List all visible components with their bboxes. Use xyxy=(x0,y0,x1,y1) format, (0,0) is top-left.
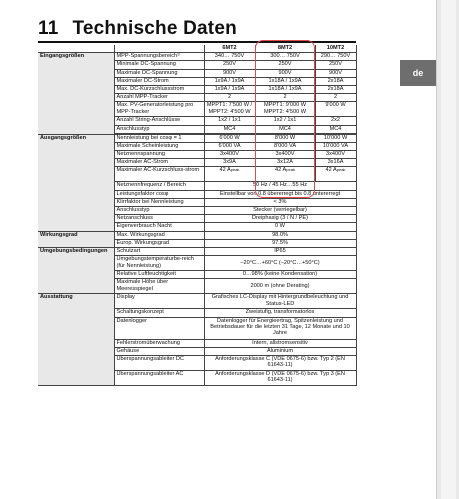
row-label: Schaltungskonzept xyxy=(114,309,204,317)
cell: 98.0% xyxy=(204,231,356,239)
cell: 1x18A / 1x9A xyxy=(255,77,315,85)
row-label: Max. Wirkungsgrad xyxy=(114,231,204,239)
cell: Zweistufig, transformatorlos xyxy=(204,309,356,317)
cell: Grafisches LC-Display mit Hintergrundbeleuchtung und Status-LED xyxy=(204,294,356,309)
row-label: Max. DC-Kurzschlussstrom xyxy=(114,85,204,93)
cell: Datenlogger für Energieertrag, Spitzenleistung und Betriebsdauer für die letzten 31 Tage, 12 Monate und 10 Jahre xyxy=(204,317,356,339)
language-tab[interactable]: de xyxy=(400,60,436,86)
cell: Intern, allstromsensitiv xyxy=(204,339,356,347)
table-row xyxy=(38,53,356,61)
row-label: Maximale Höhe über Meeresspiegel xyxy=(114,279,204,294)
cell: 2x18A xyxy=(315,85,356,93)
cell: –20°C…+60°C (–20°C…+50°C) xyxy=(204,256,356,271)
cell: MPPT1: 9'000 W MPPT2: 4'500 W xyxy=(255,102,315,117)
cell: MC4 xyxy=(204,125,255,133)
row-label: Überspannungsableiter AC xyxy=(114,370,204,385)
cell: 3x12A xyxy=(255,159,315,167)
row-label: Eigenverbrauch Nacht xyxy=(114,223,204,231)
row-label: Minimale DC-Spannung xyxy=(114,61,204,69)
section-label: Ausstattung xyxy=(38,294,114,386)
cell: 8'000 W xyxy=(255,134,315,142)
cell: 250V xyxy=(255,61,315,69)
cell: 900V xyxy=(315,69,356,77)
section-label: Eingangsgrößen xyxy=(38,53,114,135)
cell: Einstellbar von 0.8 übererregt bis 0.8 untererregt xyxy=(204,190,356,198)
cell: 3x400V xyxy=(204,151,255,159)
section-label: Wirkungsgrad xyxy=(38,231,114,247)
cell: IP65 xyxy=(204,247,356,255)
cell: 2 xyxy=(204,94,255,102)
row-label: Überspannungsableiter DC xyxy=(114,355,204,370)
cell: Anforderungsklasse D (VDE 0675-6) bzw. Typ 3 (EN 61643-11) xyxy=(204,370,356,385)
cell-value: 42 A xyxy=(275,167,287,174)
col-header: 8MT2 xyxy=(255,45,315,53)
cell: MPPT1: 7'500 W / MPPT2: 4'500 W xyxy=(204,102,255,117)
table-row xyxy=(38,231,356,239)
cell: 3x400V xyxy=(315,151,356,159)
cell: 3x9A xyxy=(204,159,255,167)
cell: 2000 m (ohne Derating) xyxy=(204,279,356,294)
cell: 6'000 VA xyxy=(204,142,255,150)
row-label: Maximale DC-Spannung xyxy=(114,69,204,77)
cell: 97.5% xyxy=(204,239,356,247)
cell: 2 xyxy=(255,94,315,102)
cell: Stecker (verriegelbar) xyxy=(204,207,356,215)
cell xyxy=(255,167,315,182)
cell: 250V xyxy=(315,61,356,69)
cell: 290… 750V xyxy=(315,53,356,61)
cell: Anforderungsklasse C (VDE 0675-6) bzw. Typ 2 (EN 61643-11) xyxy=(204,355,356,370)
row-label: Datenlogger xyxy=(114,317,204,339)
cell xyxy=(315,167,356,182)
row-label: Anschlusstyp xyxy=(114,125,204,133)
cell-value: 42 A xyxy=(219,167,231,174)
row-label: Schutzart xyxy=(114,247,204,255)
cell: 1x9A / 1x9A xyxy=(204,77,255,85)
cell: 0 W xyxy=(204,223,356,231)
row-label: Netznennfrequenz / Bereich xyxy=(114,182,204,190)
row-label: Relative Luftfeuchtigkeit xyxy=(114,271,204,279)
cell: 1x2 / 1x1 xyxy=(255,117,315,125)
section-label: Ausgangsgrößen xyxy=(38,134,114,231)
spec-table xyxy=(38,45,357,386)
cell: < 3% xyxy=(204,198,356,206)
row-label: Netznennspannung xyxy=(114,151,204,159)
row-label: Umgebungstemperaturbe-reich (für Nennleistung) xyxy=(114,256,204,271)
cell: 2x18A xyxy=(315,77,356,85)
cell-subscript: peak xyxy=(230,167,240,173)
col-header: 6MT2 xyxy=(204,45,255,53)
row-label: Netzanschluss xyxy=(114,215,204,223)
cell: 1x2 / 1x1 xyxy=(204,117,255,125)
cell: 900V xyxy=(204,69,255,77)
row-label: Anzahl String-Anschlüsse xyxy=(114,117,204,125)
cell: 50 Hz / 45 Hz…55 Hz xyxy=(204,182,356,190)
cell: 10'000 W xyxy=(315,134,356,142)
row-label: Maximaler AC-Strom xyxy=(114,159,204,167)
cell: 0…98% (keine Kondensation) xyxy=(204,271,356,279)
header-row xyxy=(38,45,356,53)
cell: 10'000 VA xyxy=(315,142,356,150)
cell: 2x2 xyxy=(315,117,356,125)
row-label: Leistungsfaktor cosφ xyxy=(114,190,204,198)
cell: Aluminium xyxy=(204,347,356,355)
row-label: Fehlerstromüberwachung xyxy=(114,339,204,347)
cell-subscript: peak xyxy=(336,167,346,173)
section-label: Umgebungsbedingungen xyxy=(38,247,114,293)
row-label: Klirrfaktor bei Nennleistung xyxy=(114,198,204,206)
cell: 2 xyxy=(315,94,356,102)
table-row xyxy=(38,134,356,142)
table-row xyxy=(38,294,356,309)
col-header: 10MT2 xyxy=(315,45,356,53)
chapter-number: 11 xyxy=(38,18,59,39)
row-label: Maximale Scheinleistung xyxy=(114,142,204,150)
row-label: MPP-Spannungsbereich¹⁾ xyxy=(114,53,204,61)
table-row xyxy=(38,247,356,255)
cell: Dreiphasig (3 / N / PE) xyxy=(204,215,356,223)
cell: 340… 750V xyxy=(204,53,255,61)
cell: 6'000 W xyxy=(204,134,255,142)
page-title xyxy=(38,18,237,40)
cell-subscript: peak xyxy=(286,167,295,173)
row-label: Maximaler DC-Strom xyxy=(114,77,204,85)
row-label: Anschlusstyp xyxy=(114,207,204,215)
row-label: Max. PV-Generatorleistung pro MPP-Tracker xyxy=(114,102,204,117)
title-underline xyxy=(38,41,356,43)
cell xyxy=(204,167,255,182)
row-label: Gehäuse xyxy=(114,347,204,355)
cell: 1x9A / 1x9A xyxy=(204,85,255,93)
cell: 8'000 VA xyxy=(255,142,315,150)
row-label: Display xyxy=(114,294,204,309)
scrollbar-track[interactable] xyxy=(436,0,459,499)
row-label: Nennleistung bei cosφ = 1 xyxy=(114,134,204,142)
cell: MC4 xyxy=(255,125,315,133)
chapter-title: Technische Daten xyxy=(72,18,237,39)
cell: 3x16A xyxy=(315,159,356,167)
cell: 9'000 W xyxy=(315,102,356,117)
cell: 250V xyxy=(204,61,255,69)
row-label: Maximaler AC-Kurzschluss-strom xyxy=(114,167,204,182)
cell: 1x18A / 1x9A xyxy=(255,85,315,93)
scrollbar-thumb[interactable] xyxy=(441,0,456,499)
cell: 3x400V xyxy=(255,151,315,159)
row-label: Anzahl MPP-Tracker xyxy=(114,94,204,102)
cell: 300… 750V xyxy=(255,53,315,61)
cell: 900V xyxy=(255,69,315,77)
cell: MC4 xyxy=(315,125,356,133)
row-label: Europ. Wirkungsgrad xyxy=(114,239,204,247)
cell-value: 42 A xyxy=(325,167,337,174)
